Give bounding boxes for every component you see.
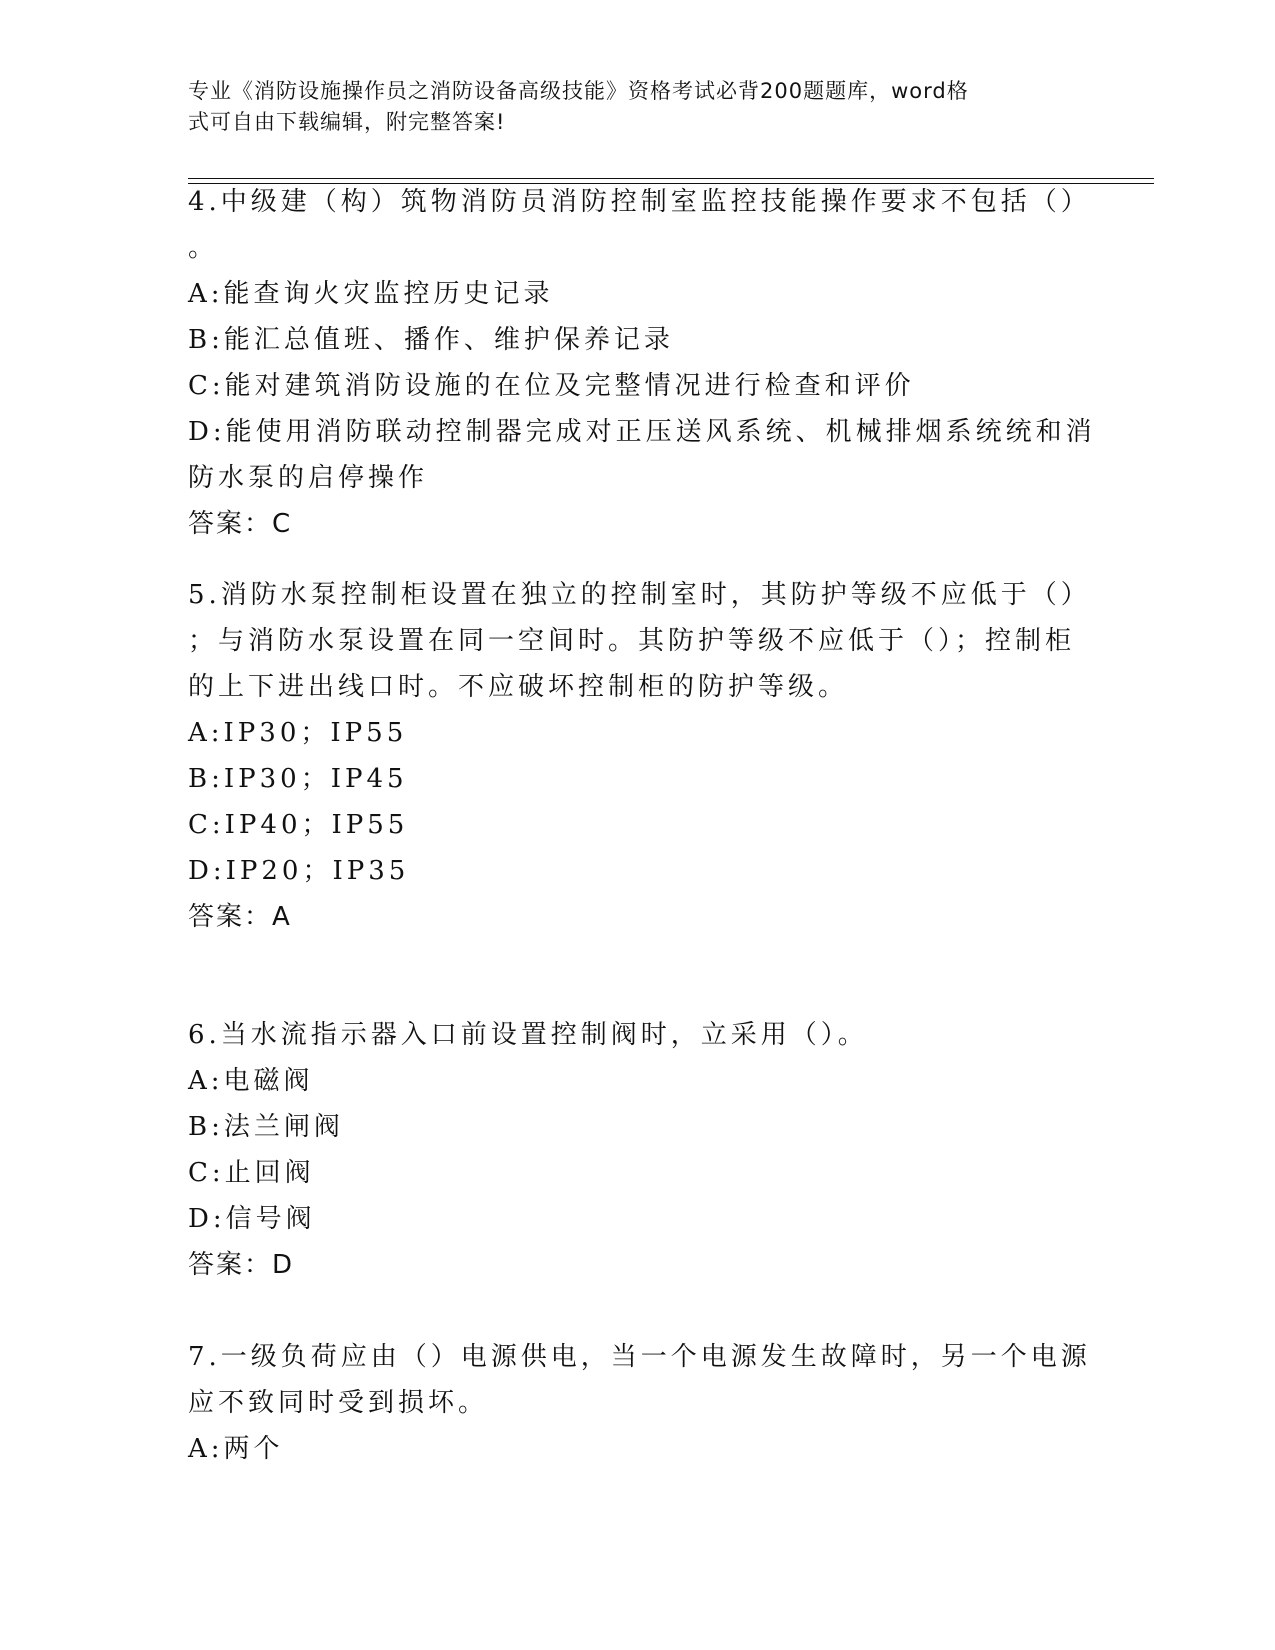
- question-text-line: 7.一级负荷应由（）电源供电，当一个电源发生故障时，另一个电源: [188, 1342, 1091, 1372]
- header-line-1: 专业《消防设施操作员之消防设备高级技能》资格考试必背200题题库，word格: [188, 79, 969, 103]
- option-c: C:能对建筑消防设施的在位及完整情况进行检查和评价: [188, 371, 915, 401]
- option-b: B:法兰闸阀: [188, 1112, 344, 1142]
- option-a: A:IP30；IP55: [188, 718, 408, 748]
- option-a: A:电磁阀: [188, 1066, 314, 1096]
- question-text-line: 的上下进出线口时。不应破坏控制柜的防护等级。: [188, 672, 849, 702]
- option-d: D:信号阀: [188, 1204, 316, 1234]
- option-c: C:IP40；IP55: [188, 810, 409, 840]
- question-6: [188, 1012, 1088, 1288]
- option-d: D:能使用消防联动控制器完成对正压送风系统、机械排烟系统统和消: [188, 417, 1096, 447]
- document-header: [188, 76, 1068, 138]
- answer: 答案：D: [188, 1250, 295, 1280]
- question-7: [188, 1334, 1091, 1472]
- question-text-line: 应不致同时受到损坏。: [188, 1388, 489, 1418]
- question-5: [188, 572, 1091, 940]
- option-b: B:IP30；IP45: [188, 764, 408, 794]
- answer: 答案：C: [188, 509, 293, 539]
- header-line-2: 式可自由下载编辑，附完整答案!: [188, 110, 506, 134]
- answer: 答案：A: [188, 902, 292, 932]
- option-b: B:能汇总值班、播作、维护保养记录: [188, 325, 674, 355]
- question-4: [188, 179, 1096, 547]
- question-text-line: ；与消防水泵设置在同一空间时。其防护等级不应低于（）；控制柜: [188, 626, 1076, 656]
- option-d: D:IP20；IP35: [188, 856, 410, 886]
- question-text-line: 4.中级建（构）筑物消防员消防控制室监控技能操作要求不包括（）: [188, 187, 1091, 217]
- option-c: C:止回阀: [188, 1158, 315, 1188]
- option-a: A:能查询火灾监控历史记录: [188, 279, 554, 309]
- option-d-continued: 防水泵的启停操作: [188, 463, 429, 493]
- question-text-line: 。: [188, 233, 219, 263]
- question-text-line: 6.当水流指示器入口前设置控制阀时，立采用（）。: [188, 1020, 868, 1050]
- option-a: A:两个: [188, 1434, 284, 1464]
- question-text-line: 5.消防水泵控制柜设置在独立的控制室时，其防护等级不应低于（）: [188, 580, 1091, 610]
